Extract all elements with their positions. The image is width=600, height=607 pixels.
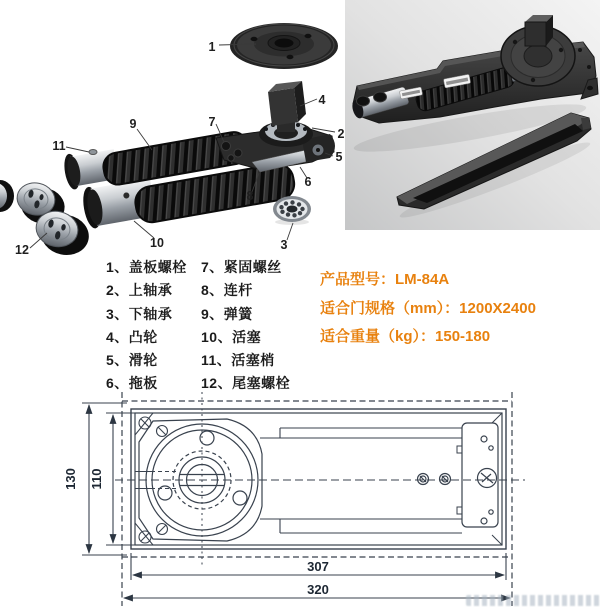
- dim-label-320: 320: [307, 582, 329, 597]
- part-item: 12、尾塞螺栓: [201, 375, 291, 392]
- part-item: 7、紧固螺丝: [201, 259, 282, 275]
- end-block: [418, 423, 499, 527]
- part-item: 11、活塞梢: [201, 352, 275, 369]
- part-item: 6、拖板: [106, 375, 158, 392]
- callout-label-5: 5: [335, 150, 343, 164]
- callout-label-6: 6: [304, 175, 312, 189]
- part-item: 9、弹簧: [201, 305, 253, 322]
- technical-drawing: [55, 390, 600, 607]
- callout-label-12: 12: [15, 243, 29, 257]
- part-item: 4、凸轮: [106, 328, 158, 345]
- part-item: 3、下轴承: [106, 305, 173, 322]
- callout-label-2: 2: [337, 127, 345, 141]
- dim-label-110: 110: [89, 468, 104, 490]
- assembled-product-photo: [345, 0, 600, 230]
- parts-list-column-2: [201, 256, 290, 396]
- part-item: 2、上轴承: [106, 282, 173, 299]
- part-item: 5、滑轮: [106, 352, 158, 369]
- part-item: 10、活塞: [201, 328, 262, 345]
- piston-pin-part: [89, 150, 97, 155]
- callout-label-3: 3: [280, 238, 288, 252]
- parts-list-column-1: [106, 256, 187, 396]
- spec-door-size: 适合门规格（mm）：1200X2400: [320, 299, 536, 317]
- dim-label-307: 307: [307, 559, 329, 574]
- exploded-view-diagram: [0, 0, 345, 258]
- spec-model: 产品型号：LM-84A: [320, 271, 450, 288]
- dim-label-130: 130: [63, 468, 78, 490]
- upper-bearing-and-cam-parts: [259, 81, 313, 147]
- callout-label-4: 4: [318, 93, 326, 107]
- spec-weight: 适合重量（kg）：150-180: [320, 328, 491, 345]
- callout-label-7: 7: [208, 115, 216, 129]
- product-specs: [320, 266, 536, 352]
- callout-label-8: 8: [246, 189, 254, 203]
- callout-label-10: 10: [150, 236, 164, 250]
- tail-plug-parts: [0, 179, 93, 258]
- part-item: 8、连杆: [201, 282, 253, 299]
- cover-plate-part: [230, 23, 338, 69]
- callout-label-11: 11: [52, 139, 66, 153]
- watermark: [466, 595, 600, 606]
- callout-label-9: 9: [129, 117, 137, 131]
- part-item: 1、盖板螺栓: [106, 259, 187, 275]
- callout-label-1: 1: [208, 40, 216, 54]
- lower-bearing-part: [273, 196, 311, 225]
